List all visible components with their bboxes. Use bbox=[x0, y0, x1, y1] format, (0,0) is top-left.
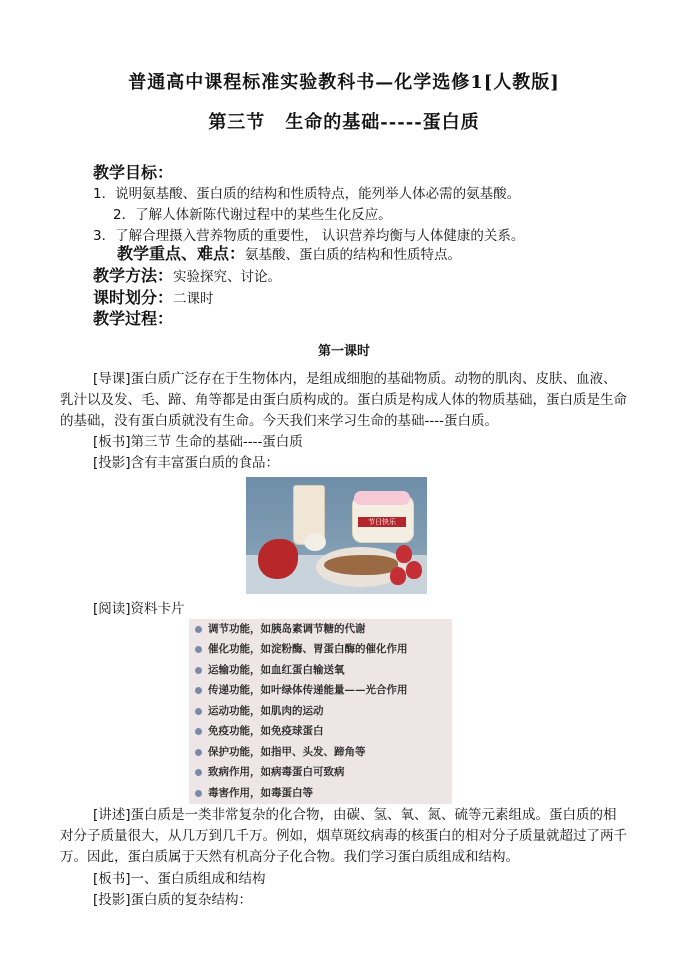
egg bbox=[304, 533, 326, 551]
protein-food-photo bbox=[246, 477, 427, 594]
card-item: 毒害作用，如毒蛋白等 bbox=[195, 783, 313, 803]
bullet-icon bbox=[195, 728, 202, 735]
reading-line: [阅读]资料卡片 bbox=[93, 601, 185, 617]
fish bbox=[324, 555, 398, 575]
lesson-title: 第一课时 bbox=[317, 344, 370, 359]
card-item: 催化功能，如淀粉酶、胃蛋白酶的催化作用 bbox=[195, 639, 408, 659]
card-item: 运输功能，如血红蛋白输送氧 bbox=[195, 660, 345, 680]
card-item: 调节功能，如胰岛素调节糖的代谢 bbox=[195, 619, 366, 639]
card-item: 保护功能，如指甲、头发、蹄角等 bbox=[195, 742, 366, 762]
lecture-text: [讲述]蛋白质是一类非常复杂的化合物，由碳、氢、氧、氮、硫等元素组成。蛋白质的相对分子质量很大，从几万到几千万。例如，烟草斑纹病毒的核蛋白的相对分子质量就超过了两千万。因此，蛋白质属于天然有机高分子化合物。我们学习蛋白质组成和结构。 bbox=[60, 807, 627, 865]
card-item: 传递功能，如叶绿体传递能量——光合作用 bbox=[195, 680, 408, 700]
board-line-2: [板书]一、蛋白质组成和结构 bbox=[93, 871, 266, 887]
key-points-label: 教学重点、难点： bbox=[117, 244, 246, 263]
method-text: 实验探究、讨论。 bbox=[173, 269, 282, 285]
section-title: 生命的基础-----蛋白质 bbox=[285, 112, 480, 133]
card-item: 运动功能，如肌肉的运动 bbox=[195, 701, 324, 721]
bullet-icon bbox=[195, 769, 202, 776]
meat bbox=[258, 539, 298, 579]
strawberry bbox=[396, 545, 412, 563]
cake-frosting bbox=[354, 491, 410, 505]
cake-band bbox=[358, 517, 406, 527]
method-label: 教学方法： bbox=[93, 266, 174, 285]
lecture-paragraph bbox=[60, 805, 627, 868]
objectives-heading: 教学目标： bbox=[93, 163, 174, 182]
hours-label: 课时划分： bbox=[93, 288, 174, 307]
bullet-icon bbox=[195, 708, 202, 715]
bullet-icon bbox=[195, 790, 202, 797]
key-points-text: 氨基酸、蛋白质的结构和性质特点。 bbox=[245, 247, 462, 263]
section-number: 第三节 bbox=[208, 112, 266, 133]
book-title: 普通高中课程标准实验教科书—化学选修1[人教版] bbox=[128, 72, 560, 93]
process-heading: 教学过程： bbox=[93, 309, 174, 328]
objective-item: 2．了解人体新陈代谢过程中的某些生化反应。 bbox=[113, 207, 392, 223]
objective-item: 3．了解合理摄入营养物质的重要性， 认识营养均衡与人体健康的关系。 bbox=[93, 228, 525, 244]
strawberry bbox=[390, 567, 406, 585]
bullet-icon bbox=[195, 687, 202, 694]
strawberry bbox=[406, 561, 422, 579]
card-item: 致病作用，如病毒蛋白可致病 bbox=[195, 762, 345, 782]
card-item: 免疫功能，如免疫球蛋白 bbox=[195, 721, 324, 741]
intro-text: [导课]蛋白质广泛存在于生物体内，是组成细胞的基础物质。动物的肌肉、皮肤、血液、乳汁以及发、毛、蹄、角等都是由蛋白质构成的。蛋白质是构成人体的物质基础，蛋白质是生命的基础，没有蛋白质就没有生命。今天我们来学习生命的基础----蛋白质。 bbox=[60, 371, 627, 429]
hours-text: 二课时 bbox=[173, 291, 214, 307]
key-points-line bbox=[117, 245, 461, 264]
intro-paragraph bbox=[60, 369, 627, 432]
reading-card bbox=[189, 619, 452, 804]
section-title-line bbox=[0, 108, 688, 134]
projection-line-1: [投影]含有丰富蛋白质的食品： bbox=[93, 455, 280, 471]
board-line-1: [板书]第三节 生命的基础----蛋白质 bbox=[93, 434, 303, 450]
bullet-icon bbox=[195, 749, 202, 756]
bullet-icon bbox=[195, 626, 202, 633]
method-line bbox=[93, 267, 281, 286]
projection-line-2: [投影]蛋白质的复杂结构： bbox=[93, 892, 253, 908]
bullet-icon bbox=[195, 667, 202, 674]
objective-item: 1．说明氨基酸、蛋白质的结构和性质特点，能列举人体必需的氨基酸。 bbox=[93, 186, 521, 202]
cake-text: 节日快乐 bbox=[368, 518, 396, 526]
bullet-icon bbox=[195, 646, 202, 653]
hours-line bbox=[93, 289, 214, 308]
